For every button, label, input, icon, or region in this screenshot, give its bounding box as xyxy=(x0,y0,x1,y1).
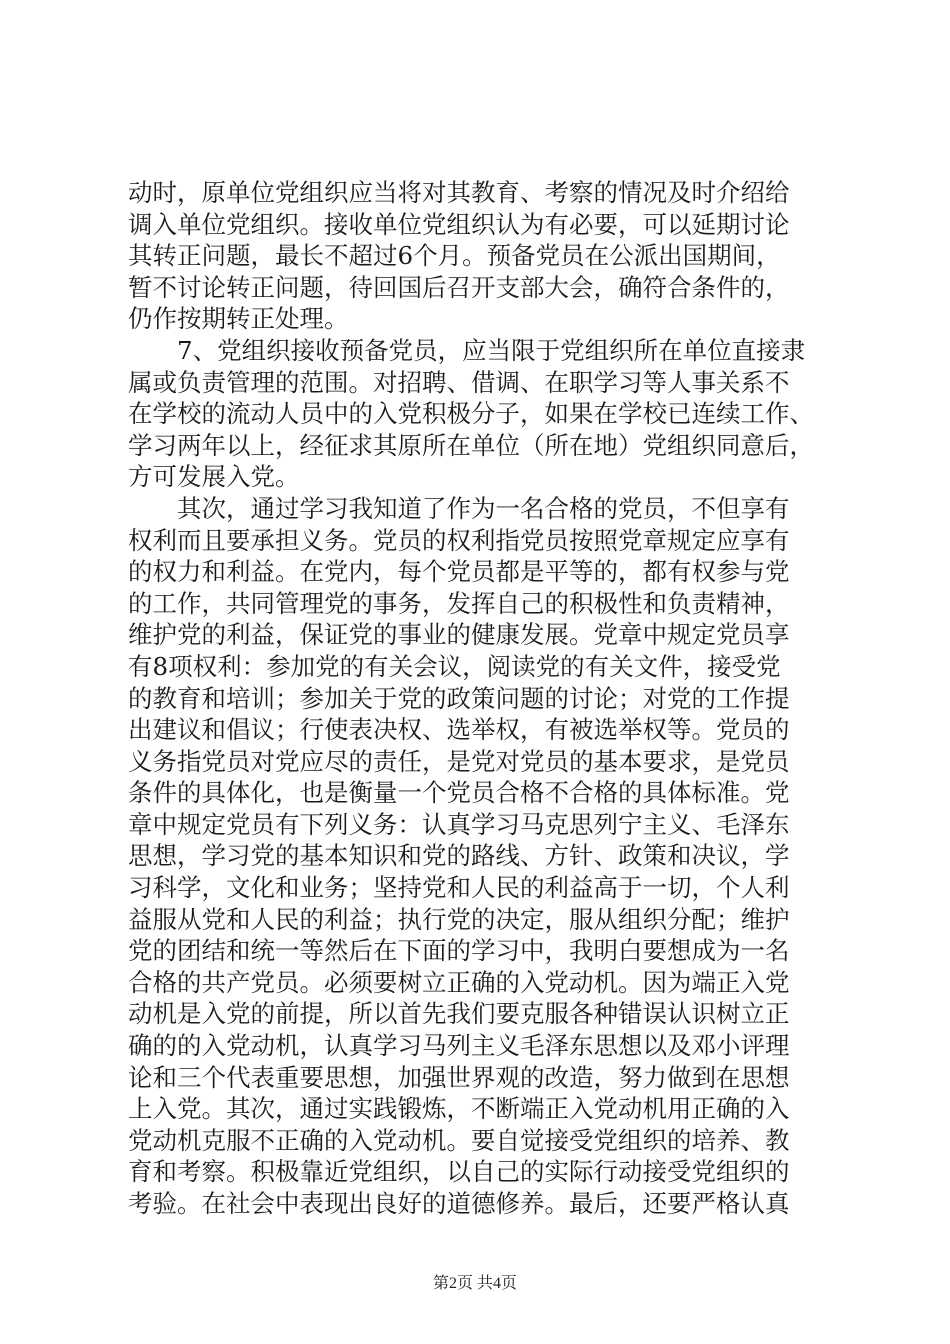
text-line: 条件的具体化，也是衡量一个党员合格不合格的具体标准。党 xyxy=(128,778,790,808)
text-line: 出建议和倡议；行使表决权、选举权，有被选举权等。党员的 xyxy=(128,715,790,745)
text-line: 论和三个代表重要思想，加强世界观的改造，努力做到在思想 xyxy=(128,1062,790,1092)
text-line: 上入党。其次，通过实践锻炼，不断端正入党动机用正确的入 xyxy=(128,1094,790,1124)
text-line: 维护党的利益，保证党的事业的健康发展。党章中规定党员享 xyxy=(128,620,790,650)
text-line: 其转正问题，最长不超过6个月。预备党员在公派出国期间， xyxy=(128,241,781,271)
text-line: 在学校的流动人员中的入党积极分子，如果在学校已连续工作、 xyxy=(128,399,814,429)
text-line: 属或负责管理的范围。对招聘、借调、在职学习等人事关系不 xyxy=(128,367,790,397)
text-line: 益服从党和人民的利益；执行党的决定，服从组织分配；维护 xyxy=(128,904,790,934)
text-line: 章中规定党员有下列义务：认真学习马克思列宁主义、毛泽东 xyxy=(128,809,790,839)
text-line: 的工作，共同管理党的事务，发挥自己的积极性和负责精神， xyxy=(128,588,790,618)
text-line: 的教育和培训；参加关于党的政策问题的讨论；对党的工作提 xyxy=(128,683,790,713)
text-line: 其次，通过学习我知道了作为一名合格的党员，不但享有 xyxy=(128,493,790,523)
text-line: 合格的共产党员。必须要树立正确的入党动机。因为端正入党 xyxy=(128,967,790,997)
text-line: 义务指党员对党应尽的责任，是党对党员的基本要求，是党员 xyxy=(128,746,790,776)
text-line: 调入单位党组织。接收单位党组织认为有必要，可以延期讨论 xyxy=(128,209,790,239)
text-line: 育和考察。积极靠近党组织，以自己的实际行动接受党组织的 xyxy=(128,1157,790,1187)
text-line: 仍作按期转正处理。 xyxy=(128,304,349,334)
text-line: 方可发展入党。 xyxy=(128,462,300,492)
text-line: 暂不讨论转正问题，待回国后召开支部大会，确符合条件的， xyxy=(128,272,790,302)
text-line: 党动机克服不正确的入党动机。要自觉接受党组织的培养、教 xyxy=(128,1125,790,1155)
text-line: 的权力和利益。在党内，每个党员都是平等的，都有权参与党 xyxy=(128,557,790,587)
text-line: 权利而且要承担义务。党员的权利指党员按照党章规定应享有 xyxy=(128,525,790,555)
text-line: 党的团结和统一等然后在下面的学习中，我明白要想成为一名 xyxy=(128,936,790,966)
text-line: 思想，学习党的基本知识和党的路线、方针、政策和决议，学 xyxy=(128,841,790,871)
document-body xyxy=(128,177,828,1220)
page-footer: 第2页 共4页 xyxy=(432,1275,517,1292)
text-line: 动机是入党的前提，所以首先我们要克服各种错误认识树立正 xyxy=(128,999,790,1029)
text-line: 学习两年以上，经征求其原所在单位（所在地）党组织同意后， xyxy=(128,430,814,460)
text-line: 7、党组织接收预备党员，应当限于党组织所在单位直接隶 xyxy=(128,335,806,365)
text-line: 确的的入党动机，认真学习马列主义毛泽东思想以及邓小评理 xyxy=(128,1031,790,1061)
text-line: 有8项权利：参加党的有关会议，阅读党的有关文件，接受党 xyxy=(128,651,781,681)
text-line: 考验。在社会中表现出良好的道德修养。最后，还要严格认真 xyxy=(128,1189,790,1218)
text-line: 动时，原单位党组织应当将对其教育、考察的情况及时介绍给 xyxy=(128,178,790,207)
text-line: 习科学，文化和业务；坚持党和人民的利益高于一切，个人利 xyxy=(128,873,790,903)
